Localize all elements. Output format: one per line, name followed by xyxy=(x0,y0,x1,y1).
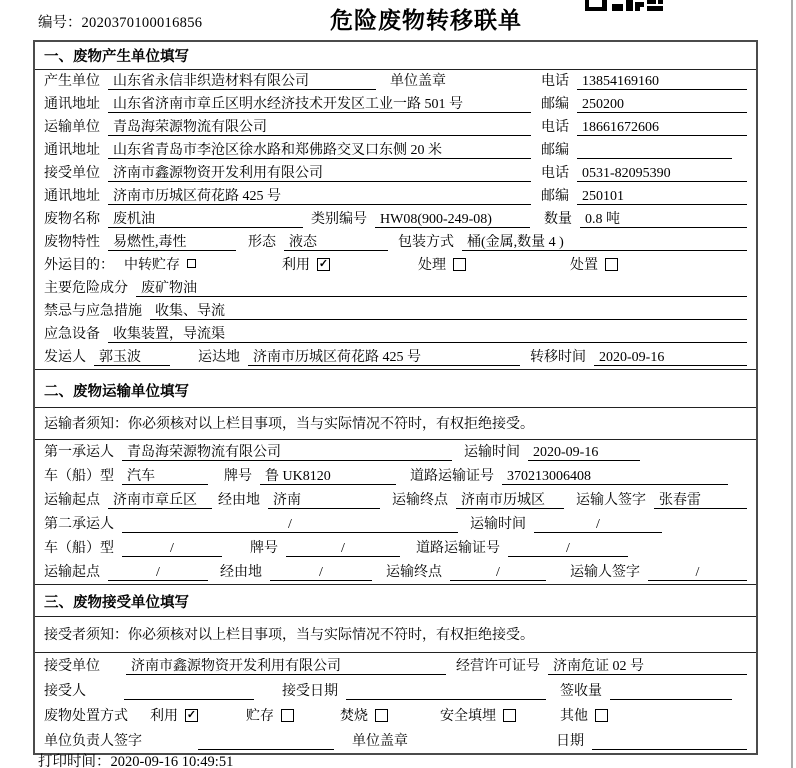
waste-name-value: 废机油 xyxy=(108,211,303,228)
receiver-phone-label: 电话 xyxy=(541,166,569,181)
waste-name-row xyxy=(35,208,756,231)
origin2-value: / xyxy=(108,564,208,581)
date-value xyxy=(592,733,747,750)
consignor-value: 郭玉波 xyxy=(94,349,170,366)
receiving-unit-value: 济南市鑫源物资开发利用有限公司 xyxy=(126,658,446,675)
vehicle-type2-value: / xyxy=(122,540,222,557)
disposal-method-label: 废物处置方式 xyxy=(44,709,128,724)
road-permit2-value: / xyxy=(508,540,628,557)
disposal-option-storage xyxy=(246,705,294,725)
terminus1-value: 济南市历城区 xyxy=(456,492,564,509)
destination-label: 运达地 xyxy=(198,350,240,365)
plate-number2-label: 牌号 xyxy=(250,541,278,556)
purpose-utilize-checkbox: ✓ xyxy=(318,257,329,270)
producer-postcode-value: 250200 xyxy=(577,96,747,113)
print-time-line xyxy=(38,750,233,768)
serial-number-line xyxy=(38,11,202,32)
road-permit2-label: 道路运输证号 xyxy=(416,541,500,556)
first-carrier-value: 青岛海荣源物流有限公司 xyxy=(122,444,452,461)
vehicle-type1-row xyxy=(35,464,756,488)
disposal-incinerate-checkbox xyxy=(375,709,388,722)
carrier-signature2-label: 运输人签字 xyxy=(570,565,640,580)
receiver-person-label: 接受人 xyxy=(44,684,86,699)
business-permit-value: 济南危证 02 号 xyxy=(548,658,747,675)
receiver-unit-value: 济南市鑫源物资开发利用有限公司 xyxy=(108,165,531,182)
receiver-address-row xyxy=(35,185,756,208)
disposal-landfill-checkbox xyxy=(503,709,516,722)
transporter-address-value: 山东省青岛市李沧区徐水路和郑佛路交叉口东侧 20 米 xyxy=(108,142,531,159)
disposal-utilize-label: 利用 xyxy=(150,709,178,724)
waste-category-value: HW08(900-249-08) xyxy=(375,211,530,228)
carrier-signature1-label: 运输人签字 xyxy=(576,493,646,508)
purpose-transit-storage-checkbox xyxy=(187,259,196,268)
transfer-date-value: 2020-09-16 xyxy=(594,349,747,366)
transporter-postcode-value xyxy=(577,142,732,159)
unit-seal2-label: 单位盖章 xyxy=(352,734,408,749)
producer-address-label: 通讯地址 xyxy=(44,97,100,112)
receiver-person-row xyxy=(35,678,756,703)
form-header xyxy=(0,0,796,40)
emergency-equipment-row xyxy=(35,323,756,346)
vehicle-type2-label: 车（船）型 xyxy=(44,541,114,556)
transport-date2-label: 运输时间 xyxy=(470,517,526,532)
purpose-transit-storage-label: 中转贮存 xyxy=(124,258,180,273)
transporter-address-row xyxy=(35,139,756,162)
purpose-treat-label: 处理 xyxy=(418,258,446,273)
receiver-postcode-value: 250101 xyxy=(577,188,747,205)
first-carrier-row xyxy=(35,440,756,464)
print-time-value: 2020-09-16 10:49:51 xyxy=(110,754,234,768)
transporter-postcode-label: 邮编 xyxy=(541,143,569,158)
transporter-unit-value: 青岛海荣源物流有限公司 xyxy=(108,119,531,136)
purpose-option-transit-storage xyxy=(124,254,196,274)
emergency-equipment-label: 应急设备 xyxy=(44,327,100,342)
purpose-dispose-label: 处置 xyxy=(570,258,598,273)
emergency-equipment-value: 收集装置，导流渠 xyxy=(108,326,747,343)
carrier-signature2-value: / xyxy=(648,564,747,581)
producer-unit-label: 产生单位 xyxy=(44,74,100,89)
receiver-person-value xyxy=(124,683,254,700)
second-carrier-label: 第二承运人 xyxy=(44,517,114,532)
receive-date-value xyxy=(346,683,546,700)
plate-number1-value: 鲁 UK8120 xyxy=(260,468,396,485)
main-hazardous-component-row xyxy=(35,277,756,300)
terminus1-label: 运输终点 xyxy=(392,493,448,508)
waste-name-label: 废物名称 xyxy=(44,212,100,227)
vehicle-type2-row xyxy=(35,536,756,560)
origin2-label: 运输起点 xyxy=(44,565,100,580)
business-permit-label: 经营许可证号 xyxy=(456,659,540,674)
purpose-option-utilize xyxy=(282,254,330,274)
disposal-option-incinerate xyxy=(340,705,388,725)
emergency-measures-row xyxy=(35,300,756,323)
waste-characteristics-row xyxy=(35,231,756,254)
via1-value: 济南 xyxy=(268,492,380,509)
packing-method-label: 包装方式 xyxy=(398,235,454,250)
origin1-value: 济南市章丘区 xyxy=(108,492,212,509)
carrier-signature1-value: 张春雷 xyxy=(654,492,747,509)
transporter-phone-value: 18661672606 xyxy=(577,119,747,136)
disposal-landfill-label: 安全填埋 xyxy=(440,709,496,724)
transport-date2-value: / xyxy=(534,516,662,533)
origin1-label: 运输起点 xyxy=(44,493,100,508)
via2-value: / xyxy=(270,564,372,581)
receiver-notice: 接受者须知：你必须核对以上栏目事项，当与实际情况不符时，有权拒绝接受。 xyxy=(35,617,756,653)
waste-quantity-label: 数量 xyxy=(544,212,572,227)
waste-quantity-value: 0.8 吨 xyxy=(580,211,747,228)
receiving-unit-row xyxy=(35,653,756,678)
purpose-dispose-checkbox xyxy=(605,258,618,271)
received-quantity-value xyxy=(610,683,732,700)
producer-phone-value: 13854169160 xyxy=(577,73,747,90)
receiver-postcode-label: 邮编 xyxy=(541,189,569,204)
page-title: 危险废物转移联单 xyxy=(330,8,522,33)
transfer-purpose-row xyxy=(35,254,756,277)
disposal-option-other xyxy=(560,705,608,725)
packing-method-value: 桶(金属,数量 4 ) xyxy=(462,234,747,251)
terminus2-label: 运输终点 xyxy=(386,565,442,580)
responsible-signature-value xyxy=(198,733,334,750)
page-edge-divider xyxy=(791,0,793,768)
receive-date-label: 接受日期 xyxy=(282,684,338,699)
plate-number1-label: 牌号 xyxy=(224,469,252,484)
transporter-unit-label: 运输单位 xyxy=(44,120,100,135)
disposal-option-utilize xyxy=(150,705,198,725)
road-permit1-value: 370213006408 xyxy=(502,468,728,485)
transfer-date-label: 转移时间 xyxy=(530,350,586,365)
plate-number2-value: / xyxy=(286,540,400,557)
waste-characteristics-label: 废物特性 xyxy=(44,235,100,250)
section2-header: 二、废物运输单位填写 xyxy=(35,369,756,408)
producer-address-value: 山东省济南市章丘区明水经济技术开发区工业一路 501 号 xyxy=(108,96,531,113)
destination-value: 济南市历城区荷花路 425 号 xyxy=(248,349,520,366)
transporter-phone-label: 电话 xyxy=(541,120,569,135)
transfer-purpose-label: 外运目的： xyxy=(44,258,114,273)
section3-header: 三、废物接受单位填写 xyxy=(35,584,756,617)
road-permit1-label: 道路运输证号 xyxy=(410,469,494,484)
disposal-incinerate-label: 焚烧 xyxy=(340,709,368,724)
disposal-other-checkbox xyxy=(595,709,608,722)
producer-unit-value: 山东省永信非织造材料有限公司 xyxy=(108,73,376,90)
main-hazardous-component-value: 废矿物油 xyxy=(136,280,747,297)
consignor-row xyxy=(35,346,756,369)
producer-address-row xyxy=(35,93,756,116)
receiver-phone-value: 0531-82095390 xyxy=(577,165,747,182)
waste-form-value: 液态 xyxy=(284,234,388,251)
disposal-other-label: 其他 xyxy=(560,709,588,724)
disposal-storage-checkbox xyxy=(281,709,294,722)
disposal-utilize-checkbox: ✓ xyxy=(186,708,197,721)
print-time-label: 打印时间： xyxy=(38,754,111,768)
receiver-address-value: 济南市历城区荷花路 425 号 xyxy=(108,188,531,205)
unit-seal-label: 单位盖章 xyxy=(390,74,446,89)
vehicle-type1-label: 车（船）型 xyxy=(44,469,114,484)
disposal-storage-label: 贮存 xyxy=(246,709,274,724)
producer-unit-row xyxy=(35,70,756,93)
serial-number: 2020370100016856 xyxy=(81,15,203,31)
transport-date1-value: 2020-09-16 xyxy=(528,444,640,461)
received-quantity-label: 签收量 xyxy=(560,684,602,699)
transporter-notice: 运输者须知：你必须核对以上栏目事项，当与实际情况不符时，有权拒绝接受。 xyxy=(35,408,756,440)
purpose-utilize-label: 利用 xyxy=(282,258,310,273)
main-hazardous-component-label: 主要危险成分 xyxy=(44,281,128,296)
serial-label: 编号： xyxy=(38,15,82,31)
second-carrier-row xyxy=(35,512,756,536)
transporter-address-label: 通讯地址 xyxy=(44,143,100,158)
via2-label: 经由地 xyxy=(220,565,262,580)
responsible-signature-label: 单位负责人签字 xyxy=(44,734,142,749)
disposal-method-row xyxy=(35,703,756,728)
transporter-unit-row xyxy=(35,116,756,139)
terminus2-value: / xyxy=(450,564,546,581)
purpose-option-dispose xyxy=(570,254,618,274)
transfer-form-table xyxy=(33,40,758,755)
purpose-treat-checkbox xyxy=(453,258,466,271)
producer-phone-label: 电话 xyxy=(541,74,569,89)
qr-code-fragment-icon xyxy=(585,0,665,11)
waste-characteristics-value: 易燃性,毒性 xyxy=(108,234,236,251)
receiver-address-label: 通讯地址 xyxy=(44,189,100,204)
waste-form-label: 形态 xyxy=(248,235,276,250)
route2-row xyxy=(35,560,756,584)
second-carrier-value: / xyxy=(122,516,458,533)
via1-label: 经由地 xyxy=(218,493,260,508)
consignor-label: 发运人 xyxy=(44,350,86,365)
emergency-measures-label: 禁忌与应急措施 xyxy=(44,304,142,319)
date-label: 日期 xyxy=(556,734,584,749)
first-carrier-label: 第一承运人 xyxy=(44,445,114,460)
receiver-unit-label: 接受单位 xyxy=(44,166,100,181)
emergency-measures-value: 收集、导流 xyxy=(150,303,747,320)
receiver-unit-row xyxy=(35,162,756,185)
transport-date1-label: 运输时间 xyxy=(464,445,520,460)
disposal-option-landfill xyxy=(440,705,516,725)
vehicle-type1-value: 汽车 xyxy=(122,468,208,485)
receiving-unit-label: 接受单位 xyxy=(44,659,100,674)
waste-category-label: 类别编号 xyxy=(311,212,367,227)
section1-header: 一、废物产生单位填写 xyxy=(35,42,756,70)
route1-row xyxy=(35,488,756,512)
purpose-option-treat xyxy=(418,254,466,274)
producer-postcode-label: 邮编 xyxy=(541,97,569,112)
